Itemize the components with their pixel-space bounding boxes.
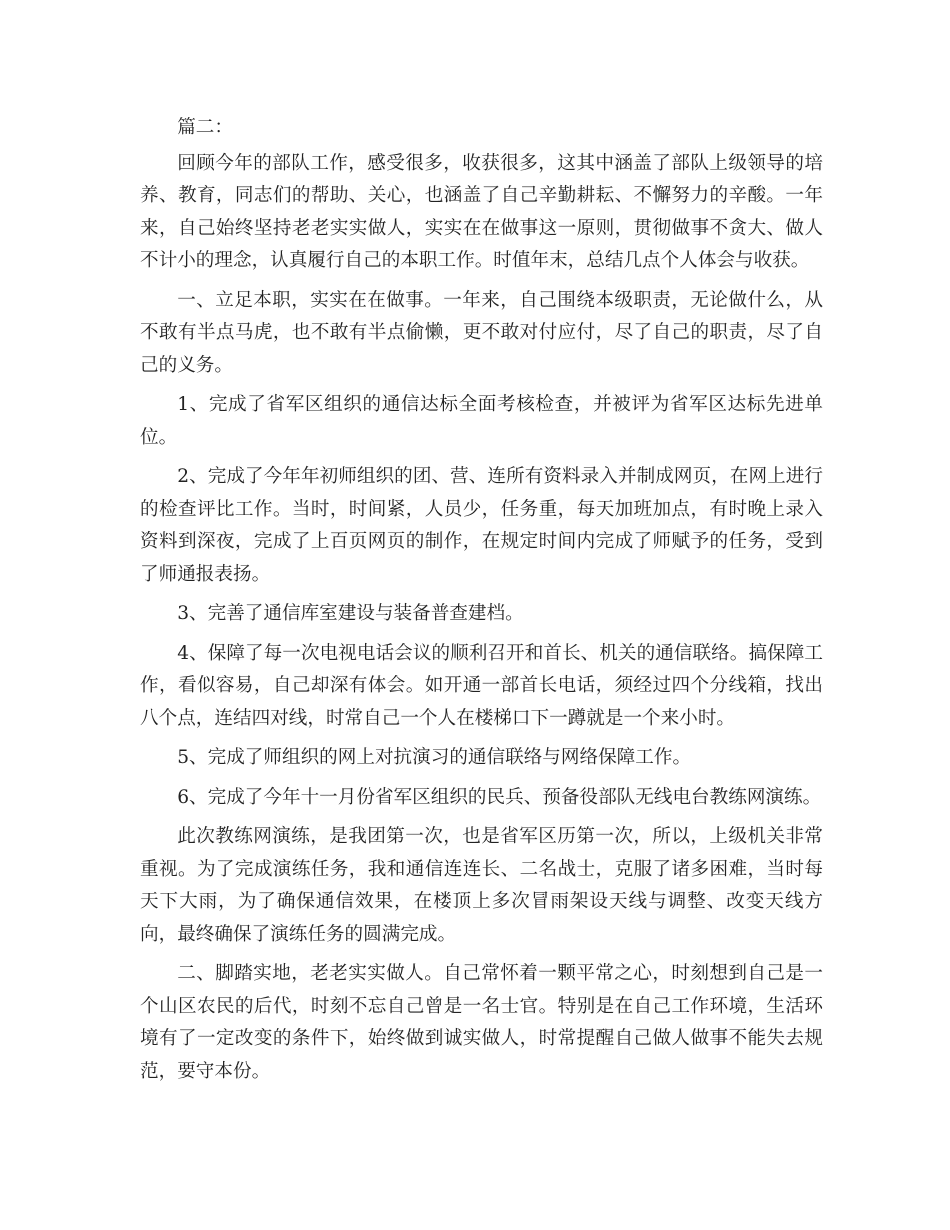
- paragraph-item-6: 6、完成了今年十一月份省军区组织的民兵、预备役部队无线电台教练网演练。: [177, 786, 822, 808]
- paragraph-point-one: 一、立足本职，实实在在做事。一年来，自己围绕本级职责，无论做什么，从不敢有半点马虎，也不敢有半点偷懒，更不敢对付应付，尽了自己的职责，尽了自己的义务。: [140, 289, 823, 376]
- paragraph-intro: 回顾今年的部队工作，感受很多，收获很多，这其中涵盖了部队上级领导的培养、教育，同志们的帮助、关心，也涵盖了自己辛勤耕耘、不懈努力的辛酸。一年来，自己始终坚持老老实实做人，实实在在做事这一原则，贯彻做事不贪大、做人不计小的理念，认真履行自己的本职工作。时值年末，总结几点个人体会与收获。: [140, 152, 823, 271]
- paragraph-exercise: 此次教练网演练，是我团第一次，也是省军区历第一次，所以，上级机关非常重视。为了完成演练任务，我和通信连连长、二名战士，克服了诸多困难，当时每天下大雨，为了确保通信效果，在楼顶上多次冒雨架设天线与调整、改变天线方向，最终确保了演练任务的圆满完成。: [140, 826, 823, 945]
- paragraph-item-3: 3、完善了通信库室建设与装备普查建档。: [177, 603, 524, 624]
- paragraph-item-2: 2、完成了今年年初师组织的团、营、连所有资料录入并制成网页，在网上进行的检查评比工作。当时，时间紧，人员少，任务重，每天加班加点，有时晚上录入资料到深夜，完成了上百页网页的制作，在规定时间内完成了师赋予的任务，受到了师通报表扬。: [140, 466, 823, 585]
- paragraph-item-1: 1、完成了省军区组织的通信达标全面考核检查，并被评为省军区达标先进单位。: [140, 394, 823, 448]
- paragraph-item-5: 5、完成了师组织的网上对抗演习的通信联络与网络保障工作。: [177, 747, 692, 768]
- paragraph-point-two: 二、脚踏实地，老老实实做人。自己常怀着一颗平常之心，时刻想到自己是一个山区农民的后代，时刻不忘自己曾是一名士官。特别是在自己工作环境，生活环境有了一定改变的条件下，始终做到诚实做人，时常提醒自己做人做事不能失去规范，要守本份。: [140, 963, 823, 1082]
- section-heading: 篇二：: [177, 117, 233, 138]
- paragraph-item-4: 4、保障了每一次电视电话会议的顺利召开和首长、机关的通信联络。搞保障工作，看似容易，自己却深有体会。如开通一部首长电话，须经过四个分线箱，找出八个点，连结四对线，时常自己一个人在楼梯口下一蹲就是一个来小时。: [140, 642, 823, 729]
- document-body: [140, 112, 823, 1095]
